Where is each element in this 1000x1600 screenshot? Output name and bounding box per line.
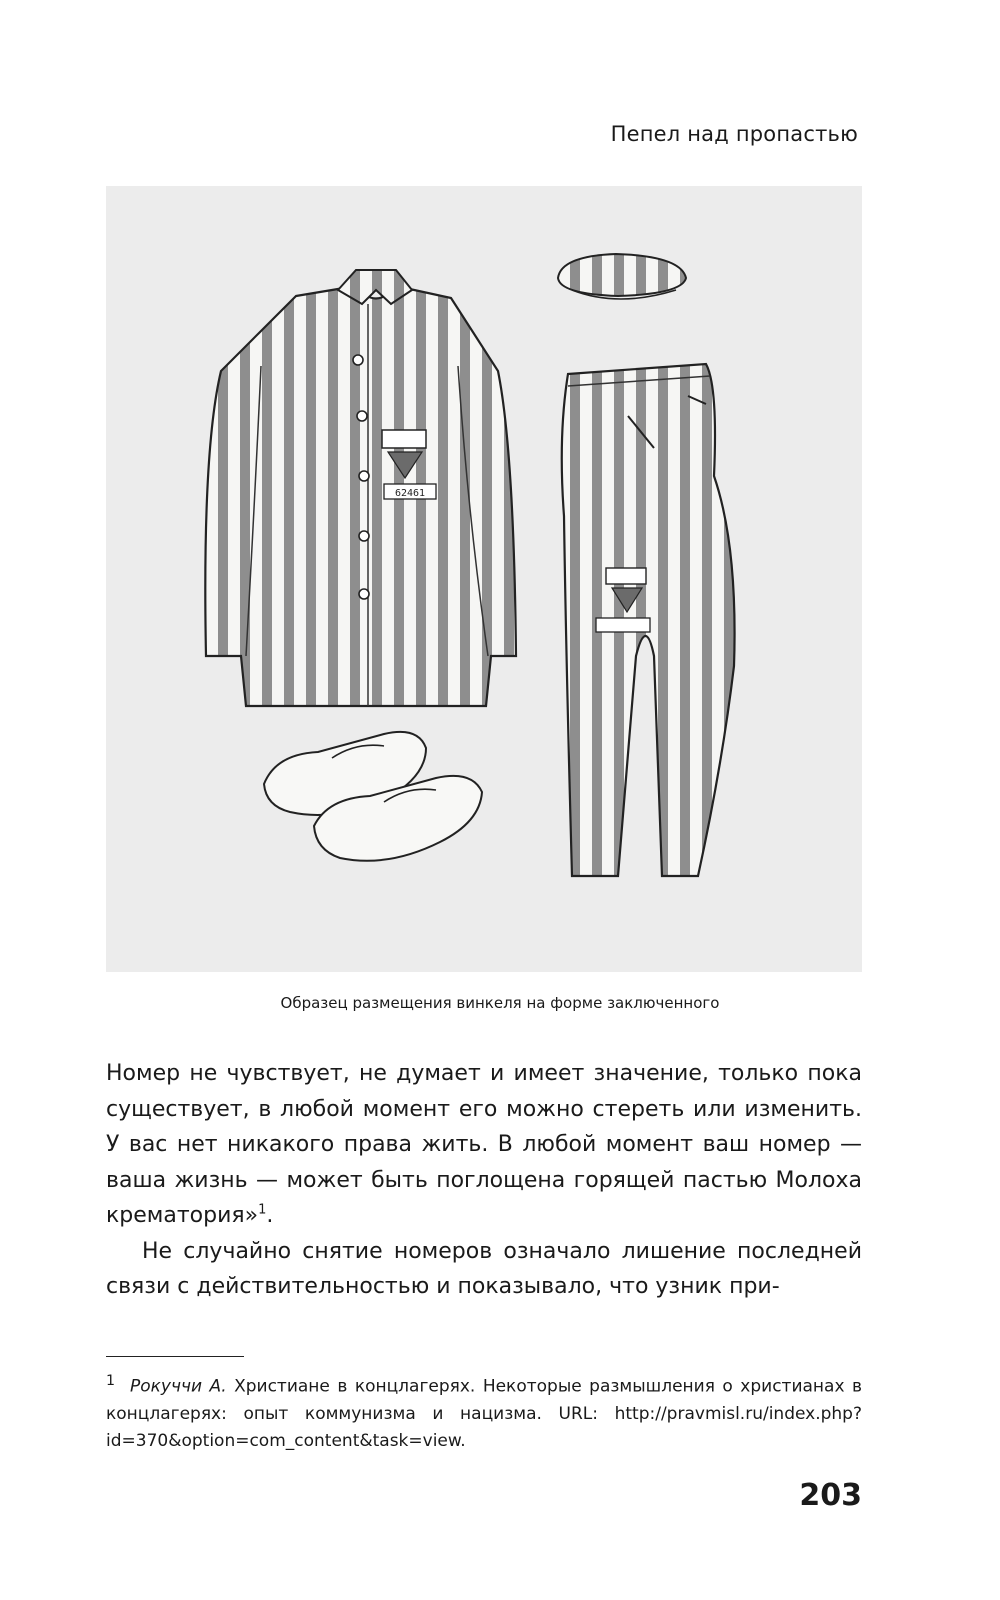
paragraph-1-line: Номер не чувствует, не думает и имеет значение, только пока [106, 1061, 862, 1086]
svg-text:62461: 62461 [394, 488, 426, 499]
footnote-number: 1 [106, 1373, 116, 1389]
paragraph-1-line: У вас нет никакого права жить. В любой момент ваш номер — [106, 1132, 862, 1157]
wooden-clogs-drawing [264, 732, 482, 861]
paragraph-1: Номер не чувствует, не думает и имеет значение, только пока существует, в любой момент его можно стереть или изменить. У вас нет никакого права жить. В любой момент ваш номер — ваша жизнь — может быть поглощена горящей пастью Молоха крематория»$^1$. [106, 1061, 862, 1228]
footnote [106, 1368, 862, 1455]
body-text [106, 1056, 862, 1305]
running-head: Пепел над пропастью [610, 122, 858, 146]
footnote-divider [106, 1356, 244, 1357]
paragraph-1-line: крематория» [106, 1203, 259, 1228]
footnote-author: Рокуччи А. [129, 1376, 227, 1397]
footnote-text: Христиане в концлагерях. Некоторые размышления о христианах в концлагерях: опыт коммунизма и нацизма. URL: http://pravmisl.ru/index.php?id=370&option=com_content&task=view. [106, 1376, 862, 1451]
striped-shirt-drawing [196, 270, 526, 716]
paragraph-1-line: существует, в любой момент его можно стереть или изменить. [106, 1096, 862, 1122]
page-number: 203 [799, 1478, 862, 1513]
footnote-reference[interactable]: 1 [258, 1202, 267, 1218]
paragraph-1-line: ваша жизнь — может быть поглощена горящей пастью Молоха [106, 1167, 862, 1193]
figure-caption: Образец размещения винкеля на форме заключенного [280, 994, 720, 1012]
paragraph-2: Не случайно снятие номеров означало лишение последней связи с действительностью и показывало, что узник при- [106, 1238, 862, 1299]
striped-pants-drawing [546, 356, 746, 886]
striped-cap-drawing [558, 254, 686, 299]
figure-illustration [106, 186, 862, 972]
